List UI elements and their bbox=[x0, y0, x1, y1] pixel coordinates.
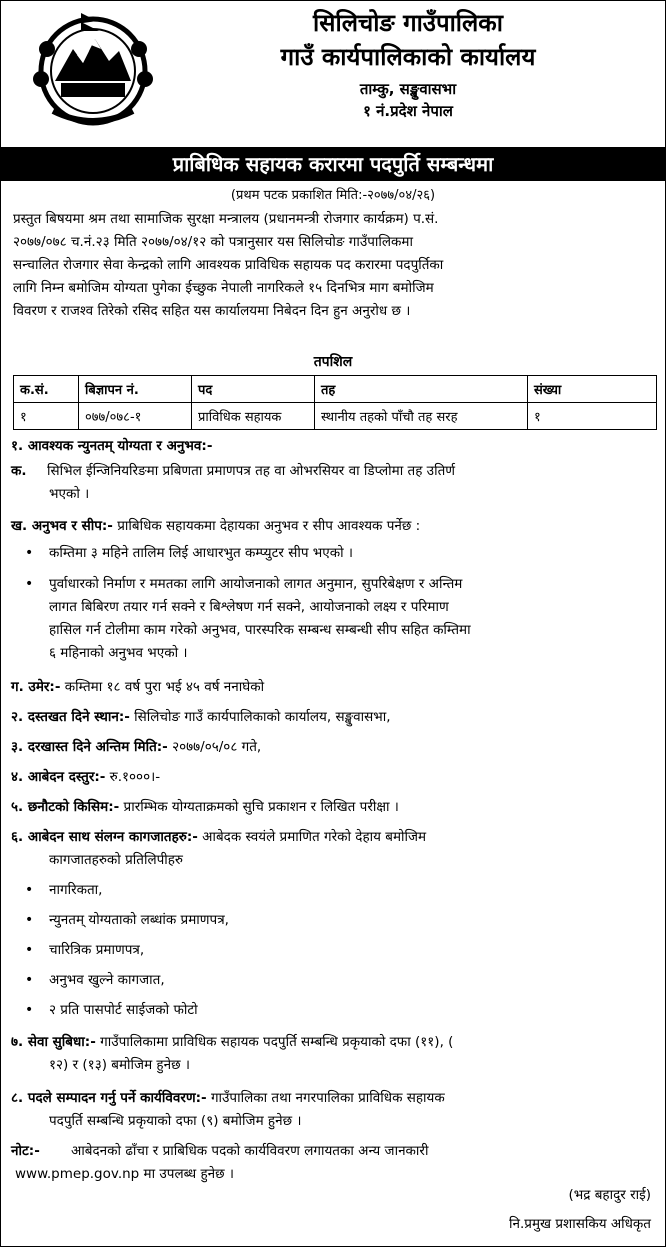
section-label: ५. छनौटको किसिम:- bbox=[11, 799, 120, 815]
list-item-text: लागत बिबिरण तयार गर्न सक्ने र बिश्लेषण गर्न सक्ने, आयोजनाको लक्ष्य र परिमाण bbox=[49, 599, 449, 615]
note-label: नोट:- bbox=[11, 1143, 40, 1159]
section-text: २०७७/०५/०८ गते, bbox=[172, 739, 262, 755]
intro-line: विवरण र राजश्व तिरेको रसिद सहित यस कार्यालयमा निबेदन दिन हुन अनुरोध छ । bbox=[13, 303, 411, 319]
vacancy-table bbox=[13, 375, 657, 430]
list-item-text: पुर्वाधारको निर्माण र ममतका लागि आयोजनाको लागत अनुमान, सुपरिबेक्षण र अन्तिम bbox=[49, 576, 463, 592]
ga-text: कम्तिमा १८ वर्ष पुरा भई ४५ वर्ष ननाघेको bbox=[64, 679, 265, 695]
signer-name: (भद्र बहादुर राई) bbox=[568, 1187, 651, 1203]
list-item-text: २ प्रति पासपोर्ट साईजको फोटो bbox=[49, 1002, 198, 1018]
intro-line: प्रस्तुत बिषयमा श्रम तथा सामाजिक सुरक्षा मन्त्रालय (प्रधानमन्त्री रोजगार कार्यक्रम) प.सं. bbox=[13, 211, 439, 227]
table-cell: प्राविधिक सहायक bbox=[192, 403, 315, 430]
letterhead bbox=[151, 7, 665, 121]
section-3 bbox=[11, 736, 655, 759]
section-text: सिलिचोङ गाउँ कार्यपालिकाको कार्यालय, सङ्खुवासभा, bbox=[134, 709, 391, 725]
section-4 bbox=[11, 766, 655, 789]
col-header: पद bbox=[192, 376, 315, 403]
table-cell: १ bbox=[14, 403, 79, 430]
bullet-icon: • bbox=[25, 942, 34, 958]
bullet-icon: • bbox=[25, 1002, 34, 1018]
org-name: सिलिचोङ गाउँपालिका bbox=[313, 9, 503, 37]
bullet-icon: • bbox=[25, 972, 34, 988]
intro-line: २०७७/०७८ च.नं.२३ मिति २०७७/०४/१२ को पत्रानुसार यस सिलिचोङ गाउँपालिकमा bbox=[13, 234, 413, 250]
ka-label: क. bbox=[11, 463, 27, 479]
section-5 bbox=[11, 796, 655, 819]
intro-line: लागि निम्न बमोजिम योग्यता पुगेका ईच्छुक नेपाली नागरिकले १५ दिनभित्र माग बमोजिम bbox=[13, 280, 434, 296]
ga-label: ग. उमेर:- bbox=[11, 679, 61, 695]
notice-title: प्राबिधिक सहायक करारमा पदपुर्ति सम्बन्धमा bbox=[1, 147, 665, 181]
ka-text-cont: भएको । bbox=[49, 486, 90, 502]
section-label: ८. पदले सम्पादन गर्नु पर्ने कार्यविवरण:- bbox=[11, 1090, 207, 1106]
section-label: ४. आबेदन दस्तुर:- bbox=[11, 769, 106, 785]
section-text: पदपुर्ति सम्बन्धि प्रकृयाको दफा (९) बमोजिम हुनेछ । bbox=[49, 1113, 302, 1129]
section-text: कागजातहरुको प्रतिलिपीहरु bbox=[49, 852, 183, 868]
col-header: क.सं. bbox=[14, 376, 79, 403]
section-8 bbox=[11, 1087, 655, 1110]
kha-label: ख. अनुभव र सीप:- bbox=[11, 518, 113, 534]
list-item-text: ६ महिनाको अनुभव भएको । bbox=[49, 645, 188, 661]
table-cell: ०७७/०७८-१ bbox=[79, 403, 192, 430]
ka-text: सिभिल ईन्जिनियरिङमा प्रबिणता प्रमाणपत्र तह वा ओभरसियर वा डिप्लोमा तह उतिर्ण bbox=[47, 463, 456, 479]
note-text-cont: www.pmep.gov.np मा उपलब्ध हुनेछ । bbox=[15, 1166, 234, 1182]
bullet-icon: • bbox=[25, 882, 34, 898]
section-ka bbox=[11, 460, 655, 483]
bullet-icon: • bbox=[25, 576, 34, 592]
intro-paragraph bbox=[13, 208, 653, 323]
section-ga bbox=[11, 676, 655, 699]
section-label: २. दस्तखत दिने स्थान:- bbox=[11, 709, 130, 725]
note-text: आबेदनको ढाँचा र प्राबिधिक पदको कार्यविवरण लगायतका अन्य जानकारी bbox=[71, 1143, 429, 1159]
kha-text: प्राबिधिक सहायकमा देहायका अनुभव र सीप आवश्यक पर्नेछ : bbox=[117, 518, 421, 534]
section-text: १२) र (१३) बमोजिम हुनेछ । bbox=[49, 1057, 190, 1073]
province: १ नं.प्रदेश नेपाल bbox=[363, 102, 453, 120]
note bbox=[11, 1140, 655, 1163]
list-item-text: कम्तिमा ३ महिने तालिम लिई आधारभुत कम्प्युटर सीप भएको । bbox=[49, 545, 354, 561]
table-header-row bbox=[14, 376, 657, 403]
section-6 bbox=[11, 826, 655, 849]
bullet-icon: • bbox=[25, 912, 34, 928]
bullet-icon: • bbox=[25, 545, 34, 561]
section-label: ६. आबेदन साथ संलग्न कागजातहरु:- bbox=[11, 829, 198, 845]
section-text: प्रारम्भिक योग्यताक्रमको सुचि प्रकाशन र लिखित परीक्षा । bbox=[123, 799, 399, 815]
list-item-text: अनुभव खुल्ने कागजात, bbox=[49, 972, 165, 988]
section-kha bbox=[11, 515, 655, 538]
details-title: तपशिल bbox=[313, 354, 353, 370]
section-label: ७. सेवा सुबिधा:- bbox=[11, 1034, 96, 1050]
section-2 bbox=[11, 706, 655, 729]
table-cell: १ bbox=[528, 403, 657, 430]
publish-date: (प्रथम पटक प्रकाशित मिति:-२०७७/०४/२६) bbox=[230, 188, 436, 203]
col-header: बिज्ञापन नं. bbox=[79, 376, 192, 403]
section-text: गाउँपालिका तथा नगरपालिका प्राविधिक सहायक bbox=[210, 1090, 445, 1106]
address: ताम्कु, सङ्खुवासभा bbox=[359, 80, 457, 98]
col-header: संख्या bbox=[528, 376, 657, 403]
office-name: गाउँ कार्यपालिकाको कार्यालय bbox=[280, 43, 536, 71]
list-item-text: न्युनतम् योग्यताको लब्धांक प्रमाणपत्र, bbox=[49, 912, 229, 928]
col-header: तह bbox=[315, 376, 528, 403]
list-item-text: चारित्रिक प्रमाणपत्र, bbox=[49, 942, 145, 958]
list-item-text: हासिल गर्न टोलीमा काम गरेको अनुभव, पारस्परिक सम्बन्ध सम्बन्धी सीप सहित कम्तिमा bbox=[49, 622, 471, 638]
section-text: रु.१०००।- bbox=[109, 769, 161, 785]
section-label: ३. दरखास्त दिने अन्तिम मिति:- bbox=[11, 739, 168, 755]
section-text: आबेदक स्वयंले प्रमाणित गरेको देहाय बमोजिम bbox=[202, 829, 427, 845]
section-text: गाउँपालिकामा प्राविधिक सहायक पदपुर्ति सम्बन्धि प्रकृयाको दफा (११), ( bbox=[100, 1034, 454, 1050]
list-item-text: नागरिकता, bbox=[49, 882, 103, 898]
municipality-emblem-icon bbox=[25, 9, 161, 135]
section-7 bbox=[11, 1031, 655, 1054]
table-row bbox=[14, 403, 657, 430]
intro-line: सन्चालित रोजगार सेवा केन्द्रको लागि आवश्यक प्राविधिक सहायक पद करारमा पदपुर्तिका bbox=[13, 257, 444, 273]
signer-designation: नि.प्रमुख प्रशासकिय अधिकृत bbox=[508, 1216, 651, 1232]
table-cell: स्थानीय तहको पाँचौ तह सरह bbox=[315, 403, 528, 430]
section-1-title: १. आवश्यक न्युनतम् योग्यता र अनुभव:- bbox=[11, 438, 213, 454]
